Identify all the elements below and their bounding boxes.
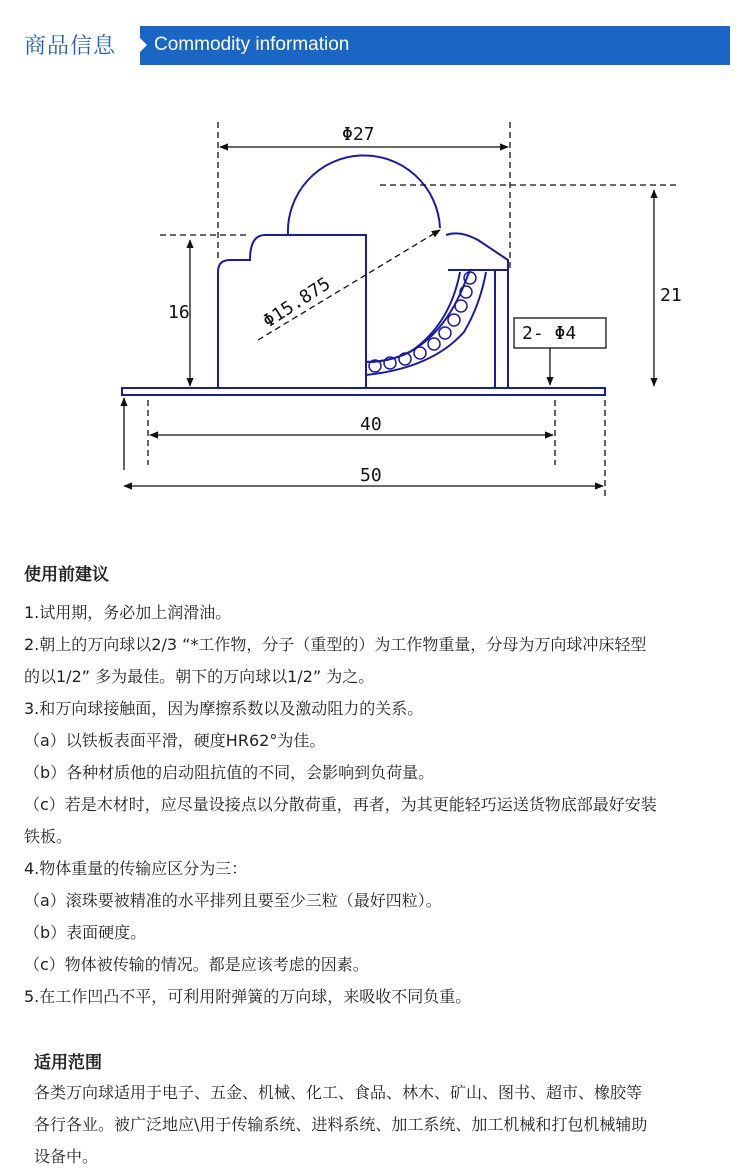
section-header [0, 26, 750, 66]
dim-base-length: 50 [360, 465, 382, 486]
dim-hole: 2- Φ4 [522, 323, 577, 344]
usage-line-11: （b）表面硬度。 [24, 923, 147, 942]
usage-line-8: 铁板。 [24, 827, 73, 846]
scope-title: 适用范围 [34, 1053, 102, 1073]
header-title-cn: 商品信息 [24, 34, 117, 59]
ball-transfer-drawing [50, 100, 725, 525]
usage-line-13: 5.在工作凹凸不平，可利用附弹簧的万向球，来吸收不同负重。 [24, 987, 472, 1006]
usage-line-9: 4.物体重量的传输应区分为三： [24, 859, 248, 878]
header-title-en: Commodity information [154, 34, 350, 55]
dim-outer-diameter: Φ27 [342, 124, 375, 145]
usage-title: 使用前建议 [24, 565, 109, 585]
technical-drawing [50, 100, 725, 525]
housing-outline [122, 155, 605, 395]
usage-line-3: 的以1/2” 多为最佳。朝下的万向球以1/2” 为之。 [24, 667, 375, 686]
usage-line-2: 2.朝上的万向球以2/3 “*工作物，分子（重型的）为工作物重量，分母为万向球冲床轻型 [24, 635, 647, 654]
dim-ball-diameter: Φ15.875 [259, 273, 335, 333]
usage-line-1: 1.试用期，务必加上润滑油。 [24, 603, 232, 622]
chevron-right-icon [140, 38, 147, 52]
scope-line-3: 设备中。 [34, 1147, 99, 1166]
extension-lines [148, 122, 680, 500]
dimension-lines [124, 147, 654, 486]
dim-hole-spacing: 40 [360, 414, 382, 435]
usage-line-5: （a）以铁板表面平滑，硬度HR62°为佳。 [24, 731, 326, 750]
usage-line-7: （c）若是木材时，应尽量设接点以分散荷重，再者，为其更能轻巧运送货物底部最好安装 [24, 795, 657, 814]
ball-bearings [369, 272, 476, 372]
scope-line-2: 各行各业。被广泛地应\用于传输系统、进料系统、加工系统、加工机械和打包机械辅助 [34, 1115, 648, 1134]
scope-line-1: 各类万向球适用于电子、五金、机械、化工、食品、林木、矿山、图书、超市、橡胶等 [34, 1083, 643, 1102]
header-bar [140, 26, 730, 65]
usage-line-12: （c）物体被传输的情况。都是应该考虑的因素。 [24, 955, 369, 974]
dim-height-body: 16 [168, 302, 190, 323]
usage-line-4: 3.和万向球接触面，因为摩擦系数以及激动阻力的关系。 [24, 699, 424, 718]
dim-height-total: 21 [660, 285, 682, 306]
usage-line-6: （b）各种材质他的启动阻抗值的不同，会影响到负荷量。 [24, 763, 435, 782]
usage-line-10: （a）滚珠要被精准的水平排列且要至少三粒（最好四粒）。 [24, 891, 442, 910]
